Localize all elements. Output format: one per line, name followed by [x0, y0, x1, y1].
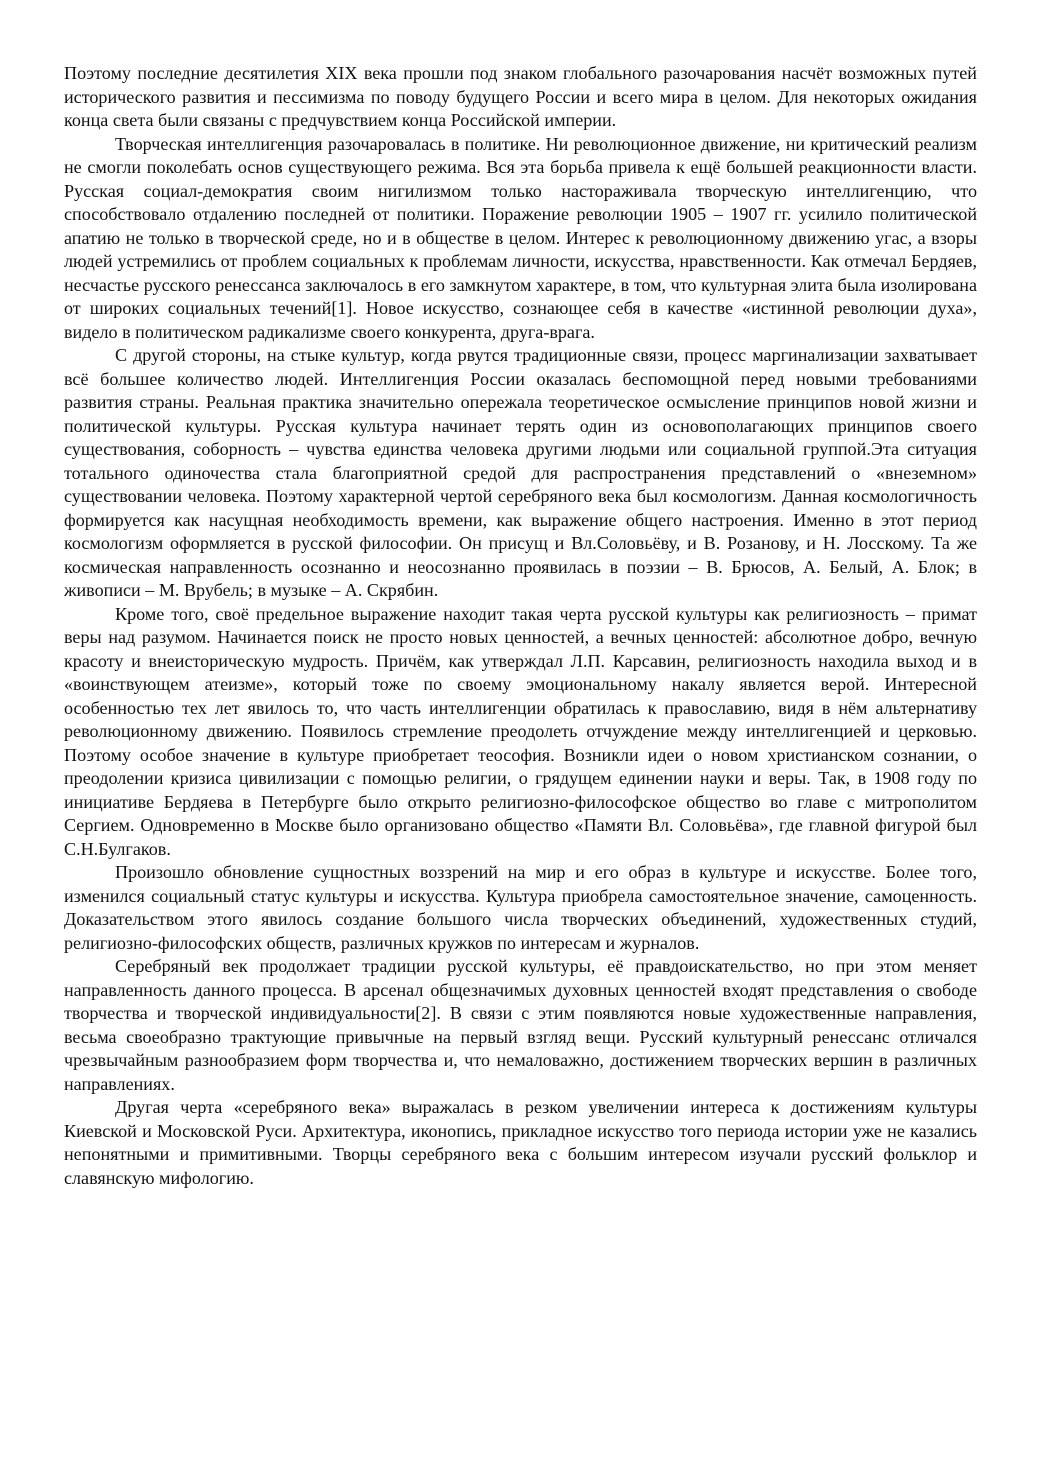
paragraph-6: Серебряный век продолжает традиции русской культуры, её правдоискательство, но при этом меняет направленность данного процесса. В арсенал общезначимых духовных ценностей входят представления о свободе творчества и творческой индивидуальности[2]. В связи с этим появляются новые художественные направления, весьма своеобразно трактующие привычные на первый взгляд вещи. Русский культурный ренессанс отличался чрезвычайным разнообразием форм творчества и, что немаловажно, достижением творческих вершин в различных направлениях. — [64, 956, 977, 1094]
paragraph-3: С другой стороны, на стыке культур, когда рвутся традиционные связи, процесс маргинализации захватывает всё большее количество людей. Интеллигенция России оказалась беспомощной перед новыми требованиями развития страны. Реальная практика значительно опережала теоретическое осмысление принципов новой жизни и политической культуры. Русская культура начинает терять один из основополагающих принципов своего существования, соборность – чувства единства человека другими людьми или социальной группой.Эта ситуация тотального одиночества стала благоприятной средой для распространения представлений о «внеземном» существовании человека. Поэтому характерной чертой серебряного века был космологизм. Данная космологичность формируется как насущная необходимость времени, как выражение общего настроения. Именно в этот период космологизм оформляется в русской философии. Он присущ и Вл.Соловьёву, и В. Розанову, и Н. Лосскому. Та же космическая направленность осознанно и неосознанно проявилась в поэзии – В. Брюсов, А. Белый, А. Блок; в живописи – М. Врубель; в музыке – А. Скрябин. — [64, 345, 977, 600]
paragraph-4: Кроме того, своё предельное выражение находит такая черта русской культуры как религиозность – примат веры над разумом. Начинается поиск не просто новых ценностей, а вечных ценностей: абсолютное добро, вечную красоту и внеисторическую мудрость. Причём, как утверждал Л.П. Карсавин, религиозность находила выход и в «воинствующем атеизме», который тоже по своему эмоциональному накалу является верой. Интересной особенностью тех лет явилось то, что часть интеллигенции обратилась к православию, видя в нём альтернативу революционному движению. Появилось стремление преодолеть отчуждение между интеллигенцией и церковью. Поэтому особое значение в культуре приобретает теософия. Возникли идеи о новом христианском сознании, о преодолении кризиса цивилизации с помощью религии, о грядущем единении науки и веры. Так, в 1908 году по инициативе Бердяева в Петербурге было открыто религиозно-философское общество во главе с митрополитом Сергием. Одновременно в Москве было организовано общество «Памяти Вл. Соловьёва», где главной фигурой был С.Н.Булгаков. — [64, 603, 977, 859]
paragraph-1: Поэтому последние десятилетия XIX века прошли под знаком глобального разочарования насчёт возможных путей исторического развития и пессимизма по поводу будущего России и всего мира в целом. Для некоторых ожидания конца света были связаны с предчувствием конца Российской империи. — [64, 63, 977, 130]
paragraph-5: Произошло обновление сущностных воззрений на мир и его образ в культуре и искусстве. Более того, изменился социальный статус культуры и искусства. Культура приобрела самостоятельное значение, самоценность. Доказательством этого явилось создание большого числа творческих объединений, художественных студий, религиозно-философских обществ, различных кружков по интересам и журналов. — [64, 862, 977, 953]
paragraph-7: Другая черта «серебряного века» выражалась в резком увеличении интереса к достижениям культуры Киевской и Московской Руси. Архитектура, иконопись, прикладное искусство того периода истории уже не казались непонятными и примитивными. Творцы серебряного века с большим интересом изучали русский фольклор и славянскую мифологию. — [64, 1097, 977, 1188]
document-page — [64, 62, 977, 1190]
paragraph-2: Творческая интеллигенция разочаровалась в политике. Ни революционное движение, ни критический реализм не смогли поколебать основ существующего режима. Вся эта борьба привела к ещё большей реакционности власти. Русская социал-демократия своим нигилизмом только настораживала творческую интеллигенцию, что способствовало отдалению последней от политики. Поражение революции 1905 – 1907 гг. усилило политической апатию не только в творческой среде, но и в обществе в целом. Интерес к революционному движению угас, а взоры людей устремились от проблем социальных к проблемам личности, искусства, нравственности. Как отмечал Бердяев, несчастье русского ренессанса заключалось в его замкнутом характере, в том, что культурная элита была изолирована от широких социальных течений[1]. Новое искусство, сознающее себя в качестве «истинной революции духа», видело в политическом радикализме своего конкурента, друга-врага. — [64, 133, 977, 342]
